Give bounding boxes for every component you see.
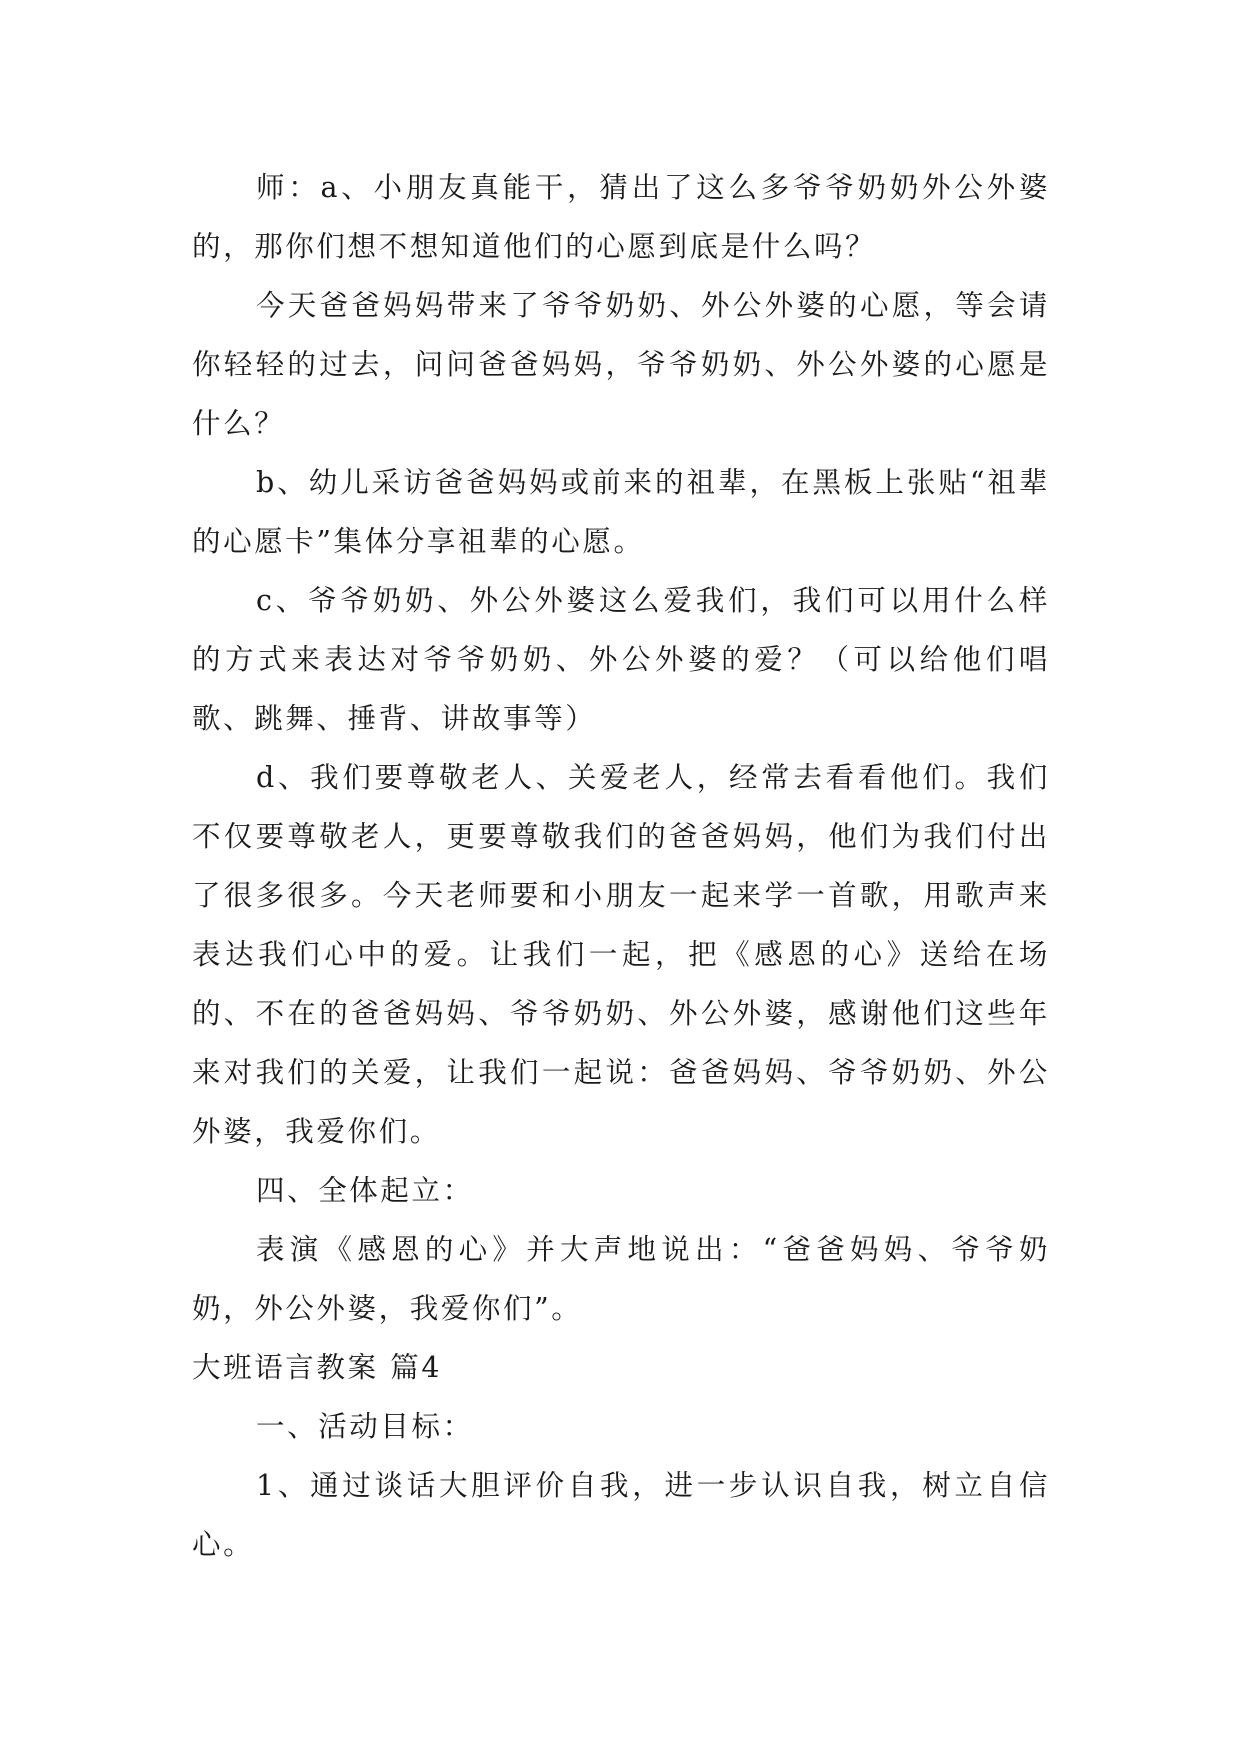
paragraph-interview: b、幼儿采访爸爸妈妈或前来的祖辈，在黑板上张贴“祖辈的心愿卡”集体分享祖辈的心愿。 xyxy=(192,466,1050,558)
document-body xyxy=(192,158,1050,1574)
paragraph-respect-elders: d、我们要尊敬老人、关爱老人，经常去看看他们。我们不仅要尊敬老人，更要尊敬我们的爸爸妈妈，他们为我们付出了很多很多。今天老师要和小朋友一起来学一首歌，用歌声来表达我们心中的爱。让我们一起，把《感恩的心》送给在场的、不在的爸爸妈妈、爷爷奶奶、外公外婆，感谢他们这些年来对我们的关爱，让我们一起说：爸爸妈妈、爷爷奶奶、外公外婆，我爱你们。 xyxy=(192,761,1050,1148)
paragraph-stand-up: 四、全体起立： xyxy=(256,1174,474,1207)
paragraph-performance: 表演《感恩的心》并大声地说出：“爸爸妈妈、爷爷奶奶，外公外婆，我爱你们”。 xyxy=(192,1233,1050,1325)
section-heading: 大班语言教案 篇4 xyxy=(192,1351,443,1384)
paragraph-teacher-question: 师：a、小朋友真能干，猜出了这么多爷爷奶奶外公外婆的，那你们想不想知道他们的心愿到底是什么吗？ xyxy=(192,171,1050,263)
paragraph-goal-one: 1、通过谈话大胆评价自我，进一步认识自我，树立自信心。 xyxy=(192,1469,1050,1561)
paragraph-express-love: c、爷爷奶奶、外公外婆这么爱我们，我们可以用什么样的方式来表达对爷爷奶奶、外公外婆的爱？（可以给他们唱歌、跳舞、捶背、讲故事等） xyxy=(192,584,1050,735)
paragraph-activity-goals: 一、活动目标： xyxy=(256,1410,474,1443)
paragraph-wishes-intro: 今天爸爸妈妈带来了爷爷奶奶、外公外婆的心愿，等会请你轻轻的过去，问问爸爸妈妈，爷爷奶奶、外公外婆的心愿是什么？ xyxy=(192,289,1050,440)
